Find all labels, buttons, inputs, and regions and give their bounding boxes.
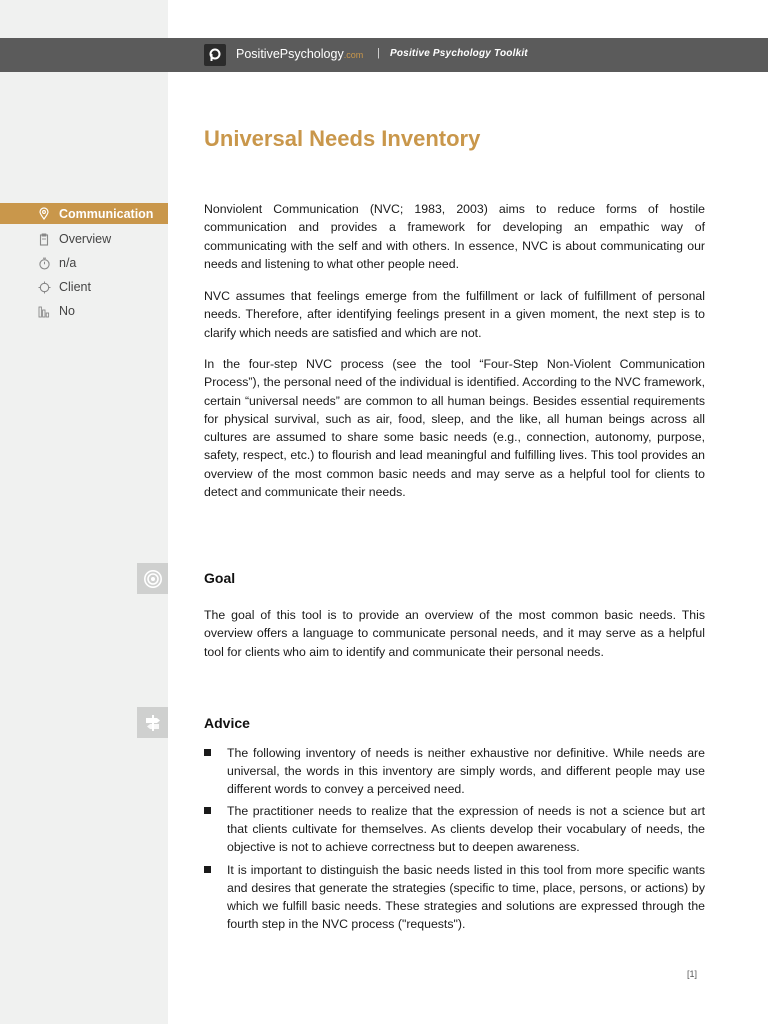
bullet-marker [204,807,211,814]
brand-name: PositivePsychology.com [236,47,364,61]
stopwatch-icon [37,256,51,270]
list-item [204,861,705,933]
page-number: [1] [687,969,698,979]
meta-item-label: n/a [59,256,77,270]
toolkit-label: Positive Psychology Toolkit [390,48,528,59]
brand-logo-icon [204,44,226,66]
advice-item-text: The practitioner needs to realize that the expression of needs is not a science but art that clients cultivate for themselves. As clients develop their vocabulary of needs, the objective is not to achieve correctness but to deepen awareness. [227,804,705,855]
advice-item-text: The following inventory of needs is neither exhaustive nor definitive. While needs are universal, the words in this inventory are simply words, and different people may use different words to convey a perceived need. [227,746,705,797]
goal-heading: Goal [204,570,236,586]
clipboard-icon [37,232,51,246]
advice-list [204,744,705,937]
bar-chart-icon [37,304,51,318]
intro-paragraph-2: NVC assumes that feelings emerge from the fulfillment or lack of fulfillment of personal needs. Therefore, after identifying feelings present in a given moment, the next step is to clarify which needs are satisfied and which are not. [204,289,705,340]
meta-item-target [0,275,168,299]
page-title: Universal Needs Inventory [204,126,481,151]
goal-paragraph: The goal of this tool is to provide an overview of the most common basic needs. This overview offers a language to communicate personal needs, and it may serve as a helpful tool for clients who aim to identify and communicate their personal needs. [204,608,705,659]
intro-paragraph-3: In the four-step NVC process (see the tool “Four-Step Non-Violent Communication Process”), the personal need of the individual is identified. According to the NVC framework, certain “universal needs” are common to all human beings. Besides essential requirements for physical survival, such as air, food, sleep, and the like, all human beings across all cultures are assumed to share some basic needs (e.g., connection, autonomy, purpose, safety, respect, etc.) to flourish and lead meaningful and fulfilling lives. This tool provides an overview of the most common basic needs and may serve as a helpful tool for clients to detect and communicate their needs. [204,357,705,500]
list-item [204,802,705,856]
meta-item-duration [0,251,168,275]
advice-item-text: It is important to distinguish the basic needs listed in this tool from more specific wants and desires that generate the strategies (specific to time, place, persons, or actions) by which we fulfill basic needs. These strategies and solutions are expressed through the fourth step in the NVC process ("requests"). [227,862,705,931]
signpost-icon [137,707,168,738]
meta-item-label: Client [59,280,91,294]
meta-item-label: No [59,304,75,318]
advice-heading: Advice [204,715,250,731]
meta-item-evidence [0,299,168,323]
meta-item-label: Overview [59,232,112,246]
intro-paragraph-1: Nonviolent Communication (NVC; 1983, 2003) aims to reduce forms of hostile communication and provides a framework for developing an empathic way of communicating with the self and with others. In essence, NVC is about communicating our needs and listening to what other people need. [204,202,705,271]
brand-suffix: .com [343,50,364,60]
bullet-marker [204,866,211,873]
meta-item-communication [0,203,168,224]
header-separator: | [377,47,380,59]
meta-item-label: Communication [59,206,154,221]
bullet-marker [204,749,211,756]
meta-list [0,203,168,323]
meta-item-overview [0,227,168,251]
list-item [204,744,705,798]
sidebar [0,0,168,1024]
target-icon [137,563,168,594]
header-bar [0,38,768,72]
location-pin-icon [37,207,51,221]
crosshair-icon [37,280,51,294]
